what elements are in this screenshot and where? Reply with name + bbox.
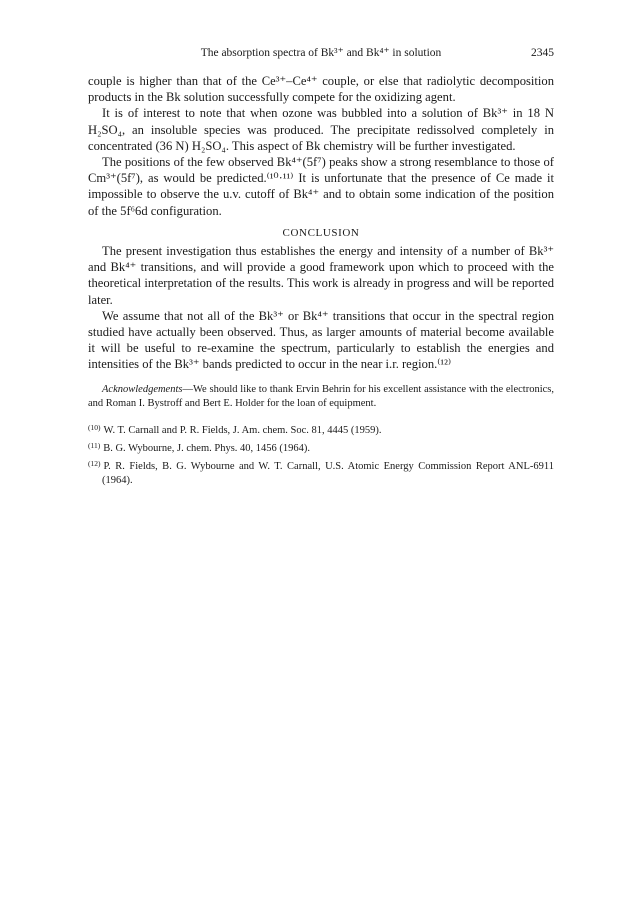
reference-text: P. R. Fields, B. G. Wybourne and W. T. Carnall, U.S. Atomic Energy Commission Report ANL-6911 (1964). — [102, 460, 554, 486]
paragraph-2: It is of interest to note that when ozone was bubbled into a solution of Bk³⁺ in 18 N H₂SO₄, an insoluble species was produced. The precipitate redissolved completely in concentrated (36 N) H₂SO₄. This aspect of Bk chemistry will be further investigated. — [88, 106, 554, 153]
reference-number: (11) — [88, 440, 101, 450]
paragraph-4: The present investigation thus establishes the energy and intensity of a number of Bk³⁺ and Bk⁴⁺ transitions, and will provide a good framework upon which to proceed with the theoretical interpretation of the results. This work is already in progress and will be reported later. — [88, 244, 554, 307]
section-heading-conclusion: CONCLUSION — [282, 226, 360, 239]
paragraph-3: The positions of the few observed Bk⁴⁺(5f⁷) peaks show a strong resemblance to those of Cm³⁺(5f⁷), as would be predicted.⁽¹⁰·¹¹⁾ It is unfortunate that the presence of Ce made it impossible to observe the u.v. cutoff of Bk⁴⁺ and to obtain some indication of the position of the 5f⁶6d configuration. — [88, 155, 554, 218]
paragraph-5: We assume that not all of the Bk³⁺ or Bk⁴⁺ transitions that occur in the spectral region studied have actually been observed. Thus, as larger amounts of material become available it will be useful to re-examine the spectrum, particularly to establish the energies and intensities of the Bk³⁺ bands predicted to occur in the near i.r. region.⁽¹²⁾ — [88, 308, 554, 372]
reference-list — [88, 421, 554, 488]
reference-12 — [88, 457, 554, 488]
running-title: The absorption spectra of Bk³⁺ and Bk⁴⁺ in solution — [200, 47, 442, 59]
reference-10 — [88, 421, 554, 438]
reference-number: (12) — [88, 458, 101, 468]
acknowledgements-label: Acknowledgements — [102, 383, 183, 395]
acknowledgements — [88, 383, 554, 411]
reference-text: W. T. Carnall and P. R. Fields, J. Am. chem. Soc. 81, 4445 (1959). — [103, 424, 382, 436]
article-body — [88, 73, 554, 489]
acknowledgements-text: —We should like to thank Ervin Behrin for his excellent assistance with the electronics, and Roman I. Bystroff and Bert E. Holder for the loan of equipment. — [88, 383, 554, 409]
page-number: 2345 — [531, 47, 554, 59]
reference-number: (10) — [88, 422, 101, 432]
paragraph-1: couple is higher than that of the Ce³⁺–Ce⁴⁺ couple, or else that radiolytic decomposition products in the Bk solution successfully compete for the oxidizing agent. — [88, 74, 554, 105]
running-header — [88, 44, 554, 62]
reference-text: B. G. Wybourne, J. chem. Phys. 40, 1456 (1964). — [103, 442, 311, 454]
reference-11 — [88, 439, 554, 456]
